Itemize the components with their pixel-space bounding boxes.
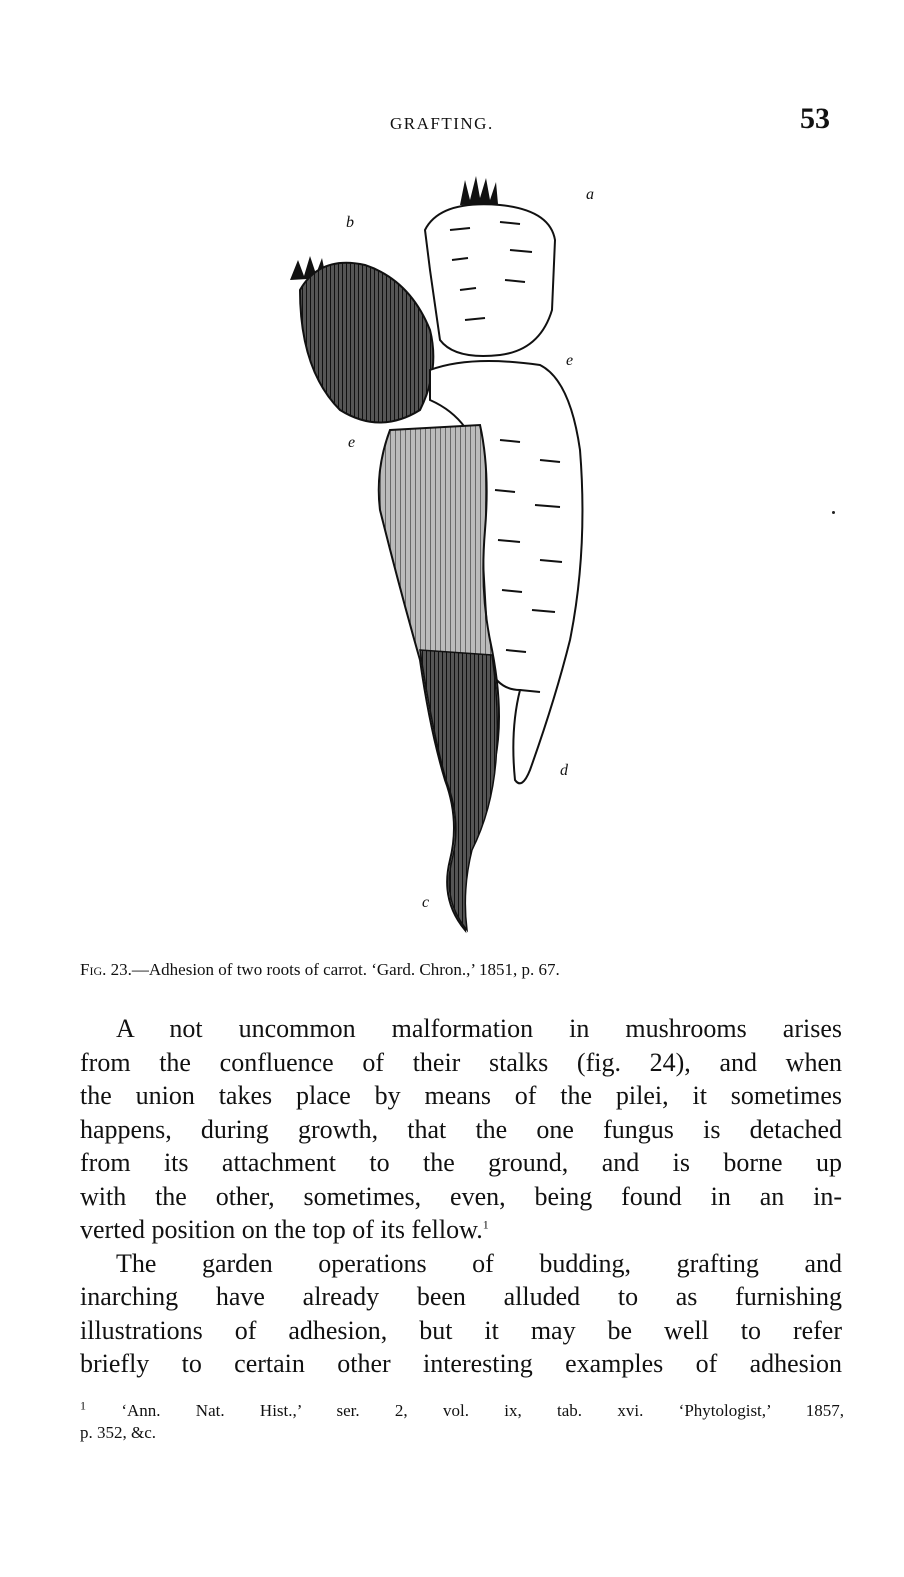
figure-letter-c: c	[422, 894, 430, 911]
running-head: GRAFTING.	[390, 114, 494, 133]
figure-carrot-roots	[270, 170, 610, 940]
caption-label: Fig. 23.	[80, 960, 132, 979]
figure-letter-a: a	[586, 186, 594, 203]
paragraph-line: happens, during growth, that the one fungus is detached	[80, 1114, 842, 1144]
paragraph-line: The garden operations of budding, grafting and	[116, 1248, 842, 1278]
footnote-text-1: ‘Ann. Nat. Hist.,’ ser. 2, vol. ix, tab. xvi. ‘Phytologist,’ 1857,	[121, 1401, 844, 1420]
caption-text: —Adhesion of two roots of carrot. ‘Gard. Chron.,’ 1851, p. 67.	[131, 960, 560, 979]
footnote-ref: 1	[482, 1217, 489, 1232]
paragraph-line: inarching have already been alluded to as furnishing	[80, 1282, 842, 1311]
footnote-line-1	[80, 1400, 844, 1422]
figure-caption	[80, 960, 860, 980]
footnote-line-2: p. 352, &c.	[80, 1423, 157, 1442]
body-text	[80, 1012, 842, 1381]
figure-letter-e-right: e	[566, 352, 574, 369]
paragraph-line-text: verted position on the top of its fellow.	[80, 1215, 483, 1244]
paragraph-line: A not uncommon malformation in mushrooms arises	[116, 1014, 842, 1043]
paragraph-line: with the other, sometimes, even, being found in an in-	[80, 1181, 842, 1211]
paragraph-line: from its attachment to the ground, and is borne up	[80, 1148, 842, 1177]
footnote	[80, 1400, 844, 1444]
paragraph-line-last	[80, 1213, 842, 1247]
figure-letter-b: b	[346, 214, 354, 231]
paragraph-line: from the confluence of their stalks (fig. 24), and when	[80, 1047, 842, 1077]
page-number: 53	[800, 102, 830, 135]
paragraph-2	[80, 1247, 842, 1381]
footnote-marker: 1	[80, 1398, 86, 1413]
figure-letter-d: d	[560, 762, 568, 779]
paragraph-line: illustrations of adhesion, but it may be well to refer	[80, 1315, 842, 1345]
figure-letter-e-left: e	[348, 434, 356, 451]
carrot-illustration	[270, 170, 610, 940]
paragraph-1	[80, 1012, 842, 1247]
stray-mark	[832, 511, 835, 514]
paragraph-line: briefly to certain other interesting examples of adhesion	[80, 1349, 842, 1378]
paragraph-line: the union takes place by means of the pilei, it sometimes	[80, 1081, 842, 1110]
